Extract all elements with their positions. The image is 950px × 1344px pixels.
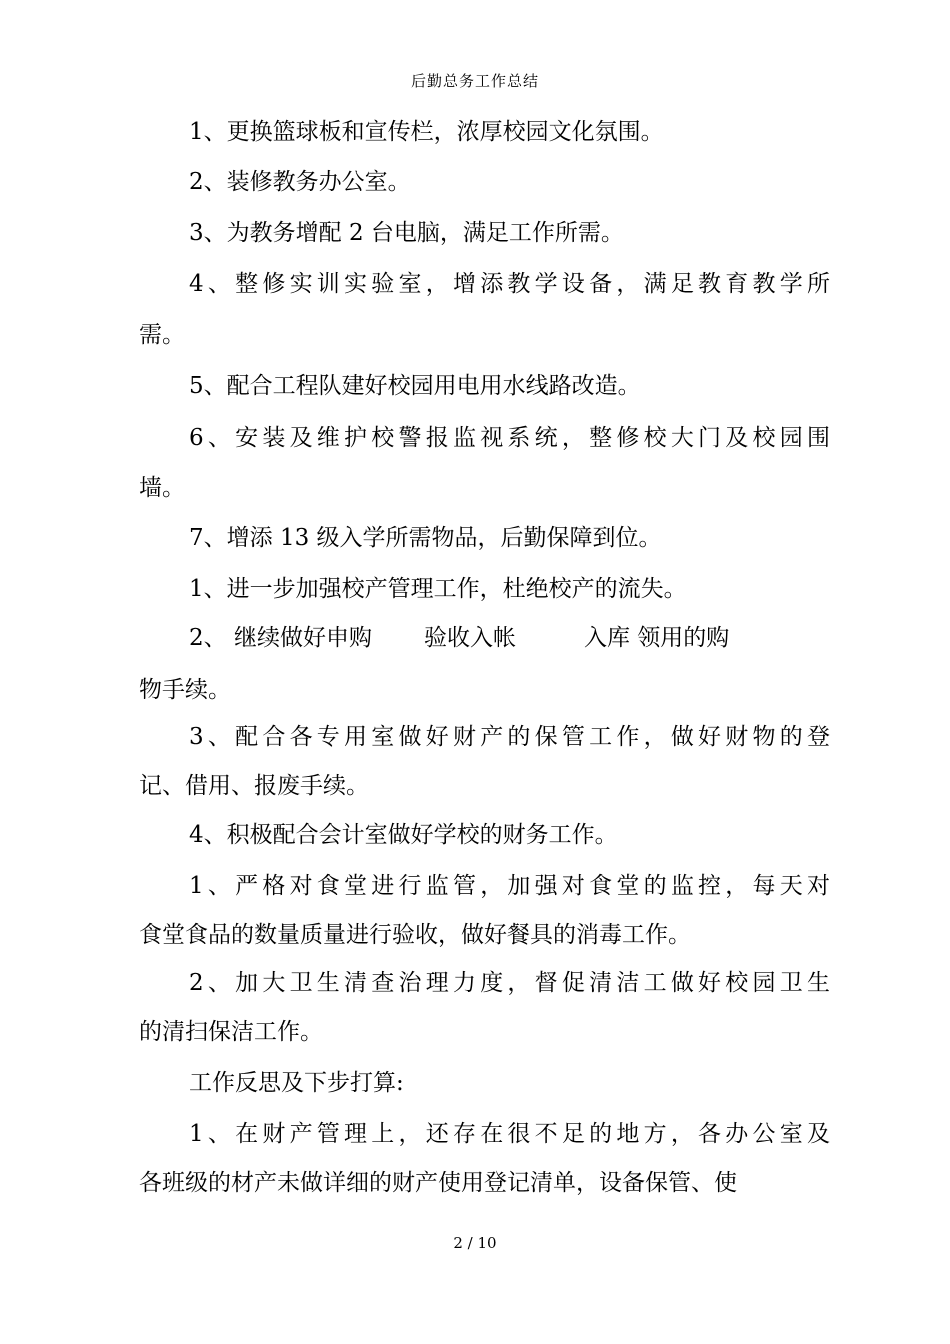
section-heading: 工作反思及下步打算: [189, 1070, 404, 1096]
paragraph-line: 2、加大卫生清查治理力度，督促清洁工做好校园卫生 [189, 970, 830, 996]
paragraph-line: 1、在财产管理上，还存在很不足的地方，各办公室及 [189, 1121, 830, 1147]
paragraph-line: 的清扫保洁工作。 [139, 1019, 323, 1045]
paragraph-line: 3、为教务增配 2 台电脑，满足工作所需。 [189, 220, 624, 246]
paragraph-line: 1、进一步加强校产管理工作，杜绝校产的流失。 [189, 576, 687, 602]
paragraph-line: 记、借用、报废手续。 [139, 773, 369, 799]
paragraph-line: 食堂食品的数量质量进行验收，做好餐具的消毒工作。 [139, 922, 691, 948]
paragraph-line: 7、增添 13 级入学所需物品，后勤保障到位。 [189, 525, 662, 551]
paragraph-line: 墙。 [139, 475, 185, 501]
text-segment: 验收入帐 [423, 625, 516, 651]
paragraph-line: 3、配合各专用室做好财产的保管工作，做好财物的登 [189, 724, 830, 750]
paragraph-line: 需。 [139, 322, 185, 348]
paragraph-line: 1、严格对食堂进行监管，加强对食堂的监控，每天对 [189, 873, 830, 899]
paragraph-line: 6、安装及维护校警报监视系统，整修校大门及校园围 [189, 425, 830, 451]
paragraph-line: 4、整修实训实验室，增添教学设备，满足教育教学所 [189, 271, 830, 297]
paragraph-line: 5、配合工程队建好校园用电用水线路改造。 [189, 373, 641, 399]
page-number: 2 / 10 [453, 1234, 497, 1252]
paragraph-line: 1、更换篮球板和宣传栏，浓厚校园文化氛围。 [189, 119, 664, 145]
text-segment: 入库 领用的购 [583, 625, 730, 651]
paragraph-line: 2、装修教务办公室。 [189, 169, 411, 195]
text-segment: 2、 继续做好申购 [189, 625, 372, 651]
paragraph-line: 各班级的材产未做详细的财产使用登记清单，设备保管、使 [139, 1170, 737, 1196]
paragraph-line: 4、积极配合会计室做好学校的财务工作。 [189, 822, 618, 848]
page-header-title: 后勤总务工作总结 [410, 72, 539, 90]
paragraph-line: 物手续。 [139, 677, 231, 703]
paragraph-line [189, 623, 729, 653]
